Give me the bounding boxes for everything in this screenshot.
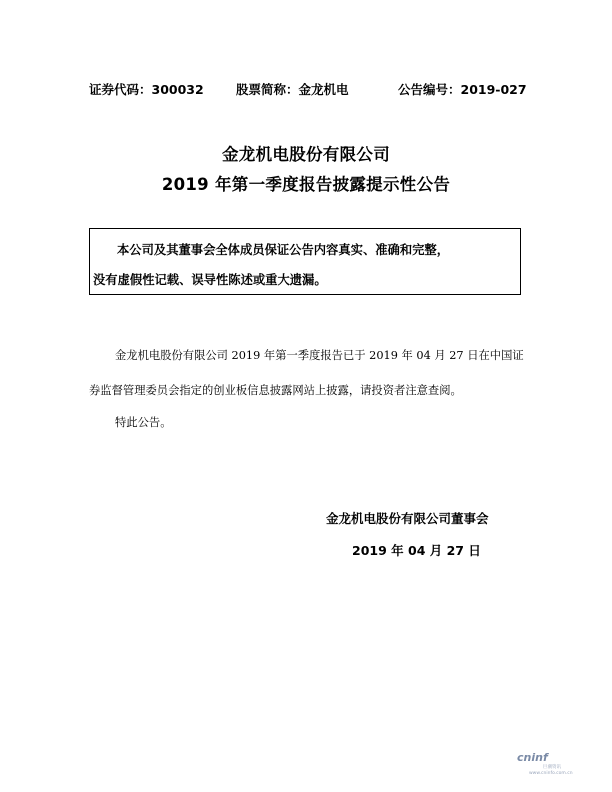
stock-name: 股票简称：金龙机电 bbox=[236, 82, 349, 97]
body-paragraph-line-2: 券监督管理委员会指定的创业板信息披露网站上披露，请投资者注意查阅。 bbox=[89, 384, 462, 397]
guarantee-notice-line-1: 本公司及其董事会全体成员保证公告内容真实、准确和完整， bbox=[117, 243, 450, 257]
cninfo-subtitle: 巨潮资讯 bbox=[543, 765, 561, 770]
announcement-number: 公告编号：2019-027 bbox=[398, 82, 527, 97]
stock-code: 证券代码：300032 bbox=[89, 82, 204, 97]
signature-date: 2019 年 04 月 27 日 bbox=[352, 543, 481, 558]
guarantee-notice-line-2: 没有虚假性记载、误导性陈述或重大遗漏。 bbox=[93, 273, 327, 287]
guarantee-notice-box bbox=[89, 228, 521, 295]
signature-organization: 金龙机电股份有限公司董事会 bbox=[326, 511, 489, 526]
closing-statement: 特此公告。 bbox=[115, 416, 172, 429]
body-paragraph-line-1: 金龙机电股份有限公司 2019 年第一季度报告已于 2019 年 04 月 27 日在中国证 bbox=[115, 349, 524, 362]
company-title: 金龙机电股份有限公司 bbox=[222, 145, 390, 164]
cninfo-url: www.cninfo.com.cn bbox=[529, 771, 573, 776]
cninfo-logo-icon: cninf bbox=[517, 751, 548, 764]
cninfo-watermark bbox=[517, 749, 577, 779]
announcement-title: 2019 年第一季度报告披露提示性公告 bbox=[161, 175, 451, 194]
